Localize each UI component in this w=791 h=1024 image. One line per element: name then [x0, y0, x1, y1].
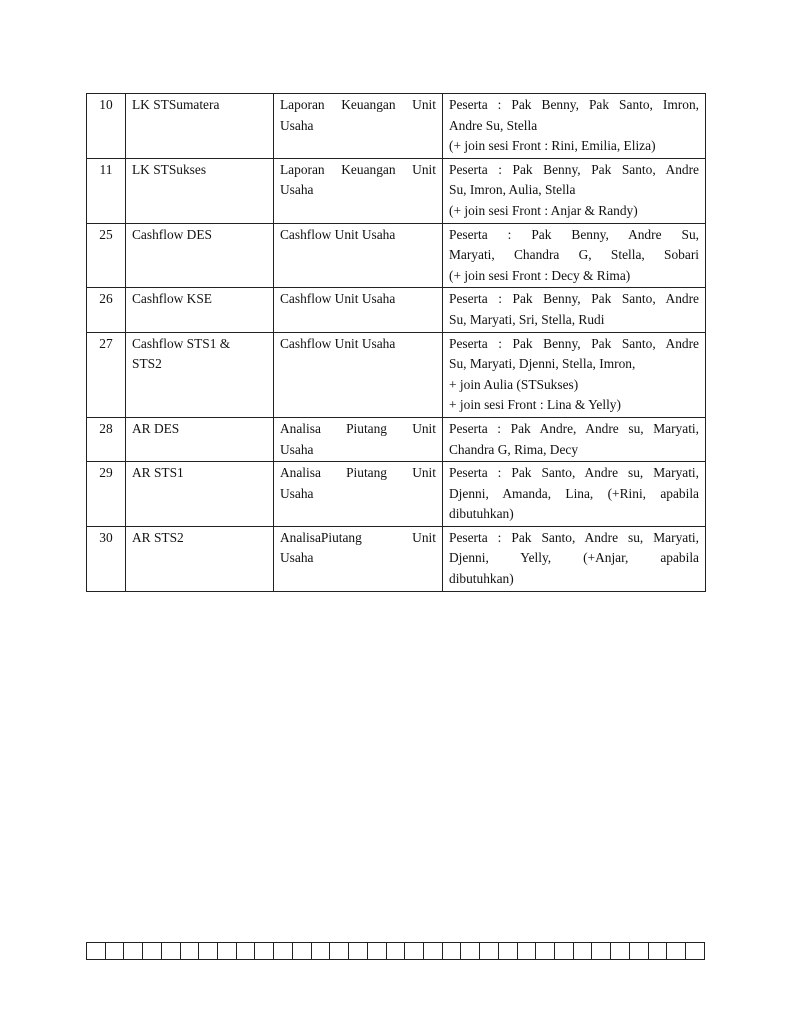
activity-name	[126, 526, 274, 591]
footer-box	[349, 943, 368, 960]
activity-name-line: AR STS1	[132, 465, 184, 481]
footer-box	[480, 943, 499, 960]
footer-box-grid	[86, 942, 705, 960]
row-number: 30	[87, 526, 126, 591]
table-row	[87, 223, 706, 288]
footer-box	[648, 943, 667, 960]
participants-line: Peserta : Pak Benny, Andre Su,	[449, 226, 699, 242]
participants-line: Djenni, Yelly, (+Anjar, apabila	[449, 550, 699, 566]
participants	[443, 158, 706, 223]
participants-line: Peserta : Pak Benny, Pak Santo, Andre	[449, 335, 699, 351]
participants-line: Peserta : Pak Benny, Pak Santo, Imron,	[449, 97, 699, 112]
footer-box	[199, 943, 218, 960]
footer-box	[517, 943, 536, 960]
table-row	[87, 158, 706, 223]
row-number: 26	[87, 288, 126, 332]
participants	[443, 288, 706, 332]
footer-box	[180, 943, 199, 960]
footer-box	[255, 943, 274, 960]
activity-name-line: Cashflow KSE	[132, 291, 212, 307]
participants-line: Chandra G, Rima, Decy	[449, 441, 579, 457]
participants-line: Su, Maryati, Djenni, Stella, Imron,	[449, 356, 636, 372]
footer-box	[573, 943, 592, 960]
row-number: 29	[87, 462, 126, 527]
footer-box	[423, 943, 442, 960]
row-number: 11	[87, 158, 126, 223]
activity-topic-line: Analisa Piutang Unit	[280, 465, 436, 481]
table-row	[87, 417, 706, 461]
table-row	[87, 332, 706, 417]
participants	[443, 223, 706, 288]
table-body	[87, 94, 706, 592]
activity-name	[126, 94, 274, 159]
activity-topic	[274, 332, 443, 417]
schedule-table	[86, 93, 706, 592]
footer-box	[105, 943, 124, 960]
footer-box	[218, 943, 237, 960]
footer-box	[442, 943, 461, 960]
footer-box	[330, 943, 349, 960]
footer-box	[554, 943, 573, 960]
activity-name-line: LK STSukses	[132, 161, 207, 177]
activity-topic-line: Usaha	[280, 182, 314, 198]
activity-topic	[274, 288, 443, 332]
activity-topic-line: AnalisaPiutang Unit	[280, 529, 436, 545]
participants-line: Djenni, Amanda, Lina, (+Rini, apabila	[449, 485, 699, 501]
activity-topic-line: Cashflow Unit Usaha	[280, 335, 396, 351]
activity-topic-line: Usaha	[280, 441, 314, 457]
participants	[443, 332, 706, 417]
participants-line: Peserta : Pak Benny, Pak Santo, Andre	[449, 291, 699, 307]
participants-line: Peserta : Pak Santo, Andre su, Maryati,	[449, 465, 699, 481]
activity-topic	[274, 94, 443, 159]
activity-name	[126, 332, 274, 417]
participants-line: (+ join sesi Front : Decy & Rima)	[449, 267, 631, 283]
participants-line: + join Aulia (STSukses)	[449, 376, 579, 392]
activity-topic	[274, 223, 443, 288]
participants-line: + join sesi Front : Lina & Yelly)	[449, 397, 621, 413]
participants-line: Andre Su, Stella	[449, 117, 538, 133]
participants-line: Su, Imron, Aulia, Stella	[449, 182, 576, 198]
footer-box	[161, 943, 180, 960]
activity-name-line: STS2	[132, 356, 162, 372]
table-row	[87, 288, 706, 332]
footer-box	[498, 943, 517, 960]
activity-topic-line: Usaha	[280, 485, 314, 501]
footer-box	[611, 943, 630, 960]
footer-box	[236, 943, 255, 960]
activity-topic-line: Laporan Keuangan Unit	[280, 161, 436, 177]
activity-topic-line: Usaha	[280, 550, 314, 566]
activity-name-line: AR STS2	[132, 529, 184, 545]
activity-topic-line: Cashflow Unit Usaha	[280, 226, 396, 242]
row-number: 25	[87, 223, 126, 288]
activity-name	[126, 288, 274, 332]
activity-topic	[274, 158, 443, 223]
row-number: 27	[87, 332, 126, 417]
activity-name	[126, 417, 274, 461]
footer-box	[592, 943, 611, 960]
activity-topic-line: Usaha	[280, 117, 314, 133]
footer-box	[367, 943, 386, 960]
activity-topic-line: Analisa Piutang Unit	[280, 420, 436, 436]
table-row	[87, 462, 706, 527]
participants-line: (+ join sesi Front : Rini, Emilia, Eliza)	[449, 138, 656, 154]
participants	[443, 526, 706, 591]
footer-box	[124, 943, 143, 960]
activity-topic-line: Laporan Keuangan Unit	[280, 97, 436, 112]
participants-line: Peserta : Pak Benny, Pak Santo, Andre	[449, 161, 699, 177]
footer-box	[87, 943, 106, 960]
participants-line: dibutuhkan)	[449, 506, 514, 522]
participants-line: Maryati, Chandra G, Stella, Sobari	[449, 247, 699, 263]
activity-topic	[274, 417, 443, 461]
activity-name-line: LK STSumatera	[132, 97, 220, 112]
participants	[443, 94, 706, 159]
activity-name	[126, 462, 274, 527]
row-number: 28	[87, 417, 126, 461]
footer-box	[143, 943, 162, 960]
activity-name-line: Cashflow DES	[132, 226, 212, 242]
footer-box	[405, 943, 424, 960]
footer-box-row	[87, 943, 705, 960]
table-row	[87, 94, 706, 159]
footer-box	[292, 943, 311, 960]
activity-name	[126, 223, 274, 288]
participants-line: Peserta : Pak Andre, Andre su, Maryati,	[449, 420, 699, 436]
footer-box	[461, 943, 480, 960]
participants-line: dibutuhkan)	[449, 571, 514, 587]
activity-topic-line: Cashflow Unit Usaha	[280, 291, 396, 307]
row-number: 10	[87, 94, 126, 159]
footer-box	[274, 943, 293, 960]
activity-topic	[274, 526, 443, 591]
participants-line: Peserta : Pak Santo, Andre su, Maryati,	[449, 529, 699, 545]
participants-line: Su, Maryati, Sri, Stella, Rudi	[449, 311, 605, 327]
footer-box	[386, 943, 405, 960]
participants	[443, 417, 706, 461]
footer-box	[629, 943, 648, 960]
activity-name	[126, 158, 274, 223]
activity-topic	[274, 462, 443, 527]
activity-name-line: Cashflow STS1 &	[132, 335, 231, 351]
participants	[443, 462, 706, 527]
activity-name-line: AR DES	[132, 420, 180, 436]
footer-box	[311, 943, 330, 960]
participants-line: (+ join sesi Front : Anjar & Randy)	[449, 202, 638, 218]
table-row	[87, 526, 706, 591]
footer-box	[536, 943, 555, 960]
footer-box	[686, 943, 705, 960]
footer-box	[667, 943, 686, 960]
